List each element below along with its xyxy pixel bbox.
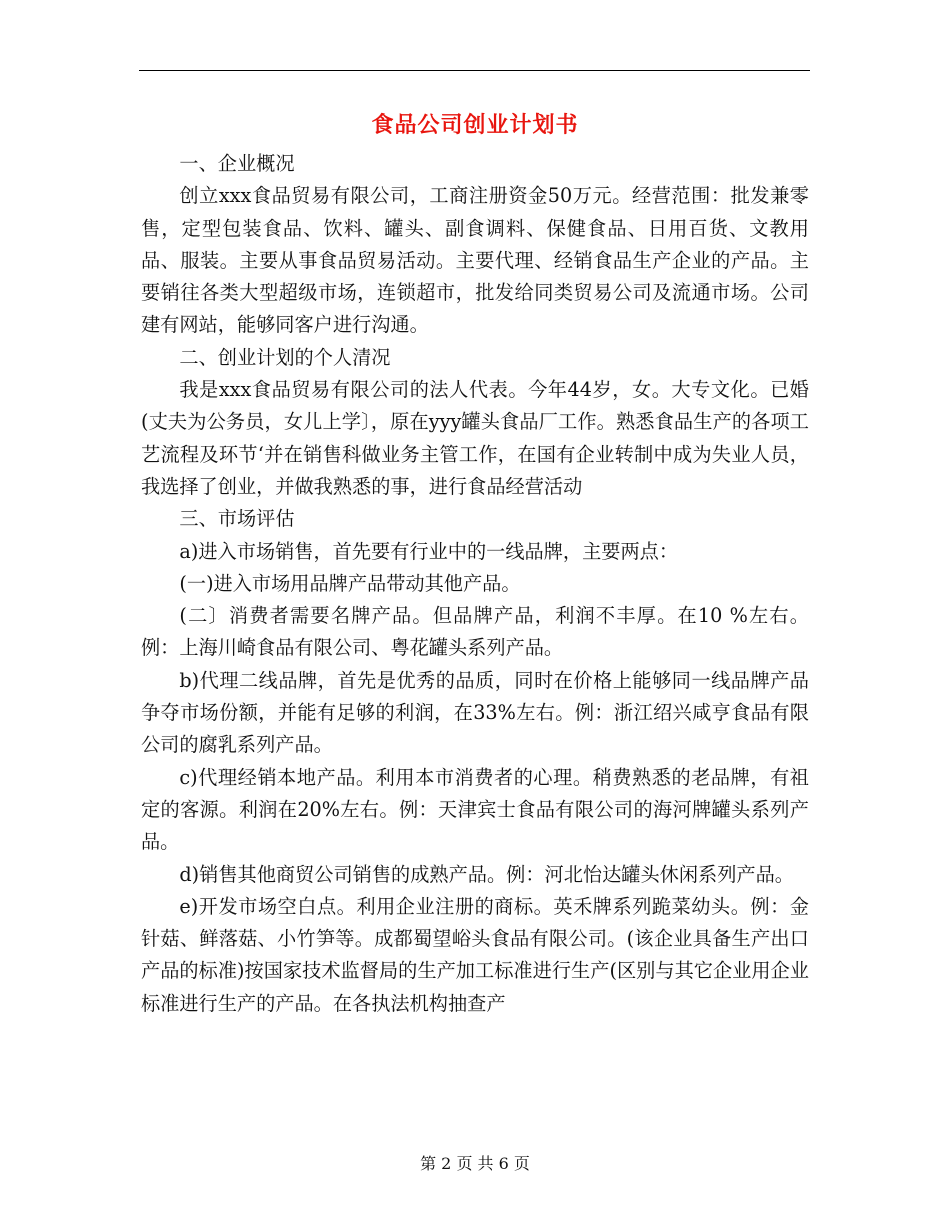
paragraph-market-a1: (一)进入市场用品牌产品带动其他产品。 <box>179 571 521 595</box>
document-body <box>141 148 809 1020</box>
section-heading-personal: 二、创业计划的个人清况 <box>179 345 391 369</box>
header-rule <box>139 70 810 71</box>
document-title: 食品公司创业计划书 <box>371 112 579 138</box>
page-number-footer: 第 2 页 共 6 页 <box>420 1154 530 1173</box>
paragraph-market-a: a)进入市场销售，首先要有行业中的一线品牌，主要两点： <box>179 539 679 563</box>
paragraph-company-overview: 创立xxx食品贸易有限公司，工商注册资金50万元。经营范围：批发兼零售，定型包装食品、饮料、罐头、副食调料、保健食品、日用百货、文教用品、服装。主要从事食品贸易活动。主要代理、经销食品生产企业的产品。主要销往各类大型超级市场，连锁超市，批发给同类贸易公司及流通市场。公司建有网站，能够同客户进行沟通。 <box>141 184 809 337</box>
paragraph-market-a2: (二〕消费者需要名牌产品。但品牌产品，利润不丰厚。在10 %左右。例：上海川崎食品有限公司、粤花罐头系列产品。 <box>141 604 809 660</box>
paragraph-personal-situation: 我是xxx食品贸易有限公司的法人代表。今年44岁，女。大专文化。已婚(丈夫为公务员，女儿上学〕，原在yyy罐头食品厂工作。熟悉食品生产的各项工艺流程及环节‘并在销售科做业务主管工作，在国有企业转制中成为失业人员，我选择了创业，并做我熟悉的事，进行食品经营活动 <box>141 378 809 498</box>
paragraph-market-b: b)代理二线品牌，首先是优秀的品质，同时在价格上能够同一线品牌产品争夺市场份额，并能有足够的利润，在33%左右。例：浙江绍兴咸亨食品有限公司的腐乳系列产品。 <box>141 668 809 757</box>
section-heading-market: 三、市场评估 <box>179 507 295 531</box>
paragraph-market-c: c)代理经销本地产品。利用本市消费者的心理。稍费熟悉的老品牌，有祖定的客源。利润在20%左右。例：天津宾士食品有限公司的海河牌罐头系列产品。 <box>141 765 809 854</box>
paragraph-market-d: d)销售其他商贸公司销售的成熟产品。例：河北怡达罐头休闲系列产品。 <box>179 862 794 886</box>
section-heading-overview: 一、企业概况 <box>179 152 295 175</box>
paragraph-market-e: e)开发市场空白点。利用企业注册的商标。英禾牌系列跪菜幼头。例：金针菇、鲜落菇、小竹笋等。成都蜀望峪头食品有限公司。(该企业具备生产出口产品的标准)按国家技术监督局的生产加工标准进行生产(区别与其它企业用企业标准进行生产的产品。在各执法机构抽查产 <box>141 894 809 1015</box>
